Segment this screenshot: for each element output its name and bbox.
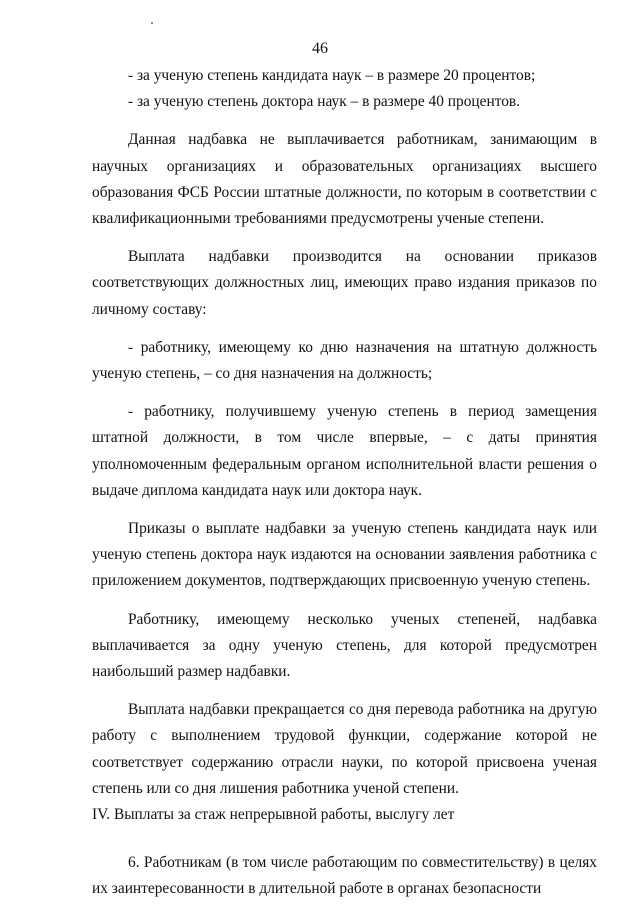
paragraph-bullet-candidate: - за ученую степень кандидата наук – в размере 20 процентов;	[128, 67, 536, 84]
paragraph-bullet-during-service: - работнику, получившему ученую степень в период замещения штатной должности, в том числе впервые, – с даты принятия уполномоченным федеральным органом исполнительной власти решения о выдаче диплома кандидата наук или доктора наук.	[92, 403, 597, 499]
paragraph-allowance-not-paid: Данная надбавка не выплачивается работникам, занимающим в научных организациях и образовательных организациях высшего образования ФСБ России штатные должности, по которым в соответствии с квалификационными требованиями предусмотрены ученые степени.	[92, 131, 597, 228]
paragraph-orders: Приказы о выплате надбавки за ученую степень кандидата наук или ученую степень доктора наук издаются на основании заявления работника с приложением документов, подтверждающих присвоенную ученую степень.	[92, 520, 597, 590]
paragraph-multiple-degrees: Работнику, имеющему несколько ученых степеней, надбавка выплачивается за одну ученую степень, для которой предусмотрен наибольший размер надбавки.	[92, 610, 597, 681]
paragraph-section-6: 6. Работникам (в том числе работающим по совместительству) в целях их заинтересованности в длительной работе в органах безопасности	[92, 854, 597, 898]
paragraph-payment-basis: Выплата надбавки производится на основании приказов соответствующих должностных лиц, имеющих право издания приказов по личному составу:	[92, 248, 597, 318]
page-number: 46	[312, 40, 328, 57]
paragraph-termination: Выплата надбавки прекращается со дня перевода работника на другую работу с выполнением трудовой функции, содержание которой не соответствует содержанию отрасли науки, по которой присвоена ученая степень или со дня лишения работника ученой степени.	[92, 701, 597, 797]
paragraph-bullet-on-appointment: - работнику, имеющему ко дню назначения на штатную должность ученую степень, – со дня назначения на должность;	[92, 338, 597, 383]
section-heading: IV. Выплаты за стаж непрерывной работы, выслугу лет	[92, 806, 455, 824]
document-body	[92, 63, 597, 903]
paragraph-bullet-doctor: - за ученую степень доктора наук – в размере 40 процентов.	[128, 93, 521, 111]
scan-speck	[151, 22, 153, 24]
